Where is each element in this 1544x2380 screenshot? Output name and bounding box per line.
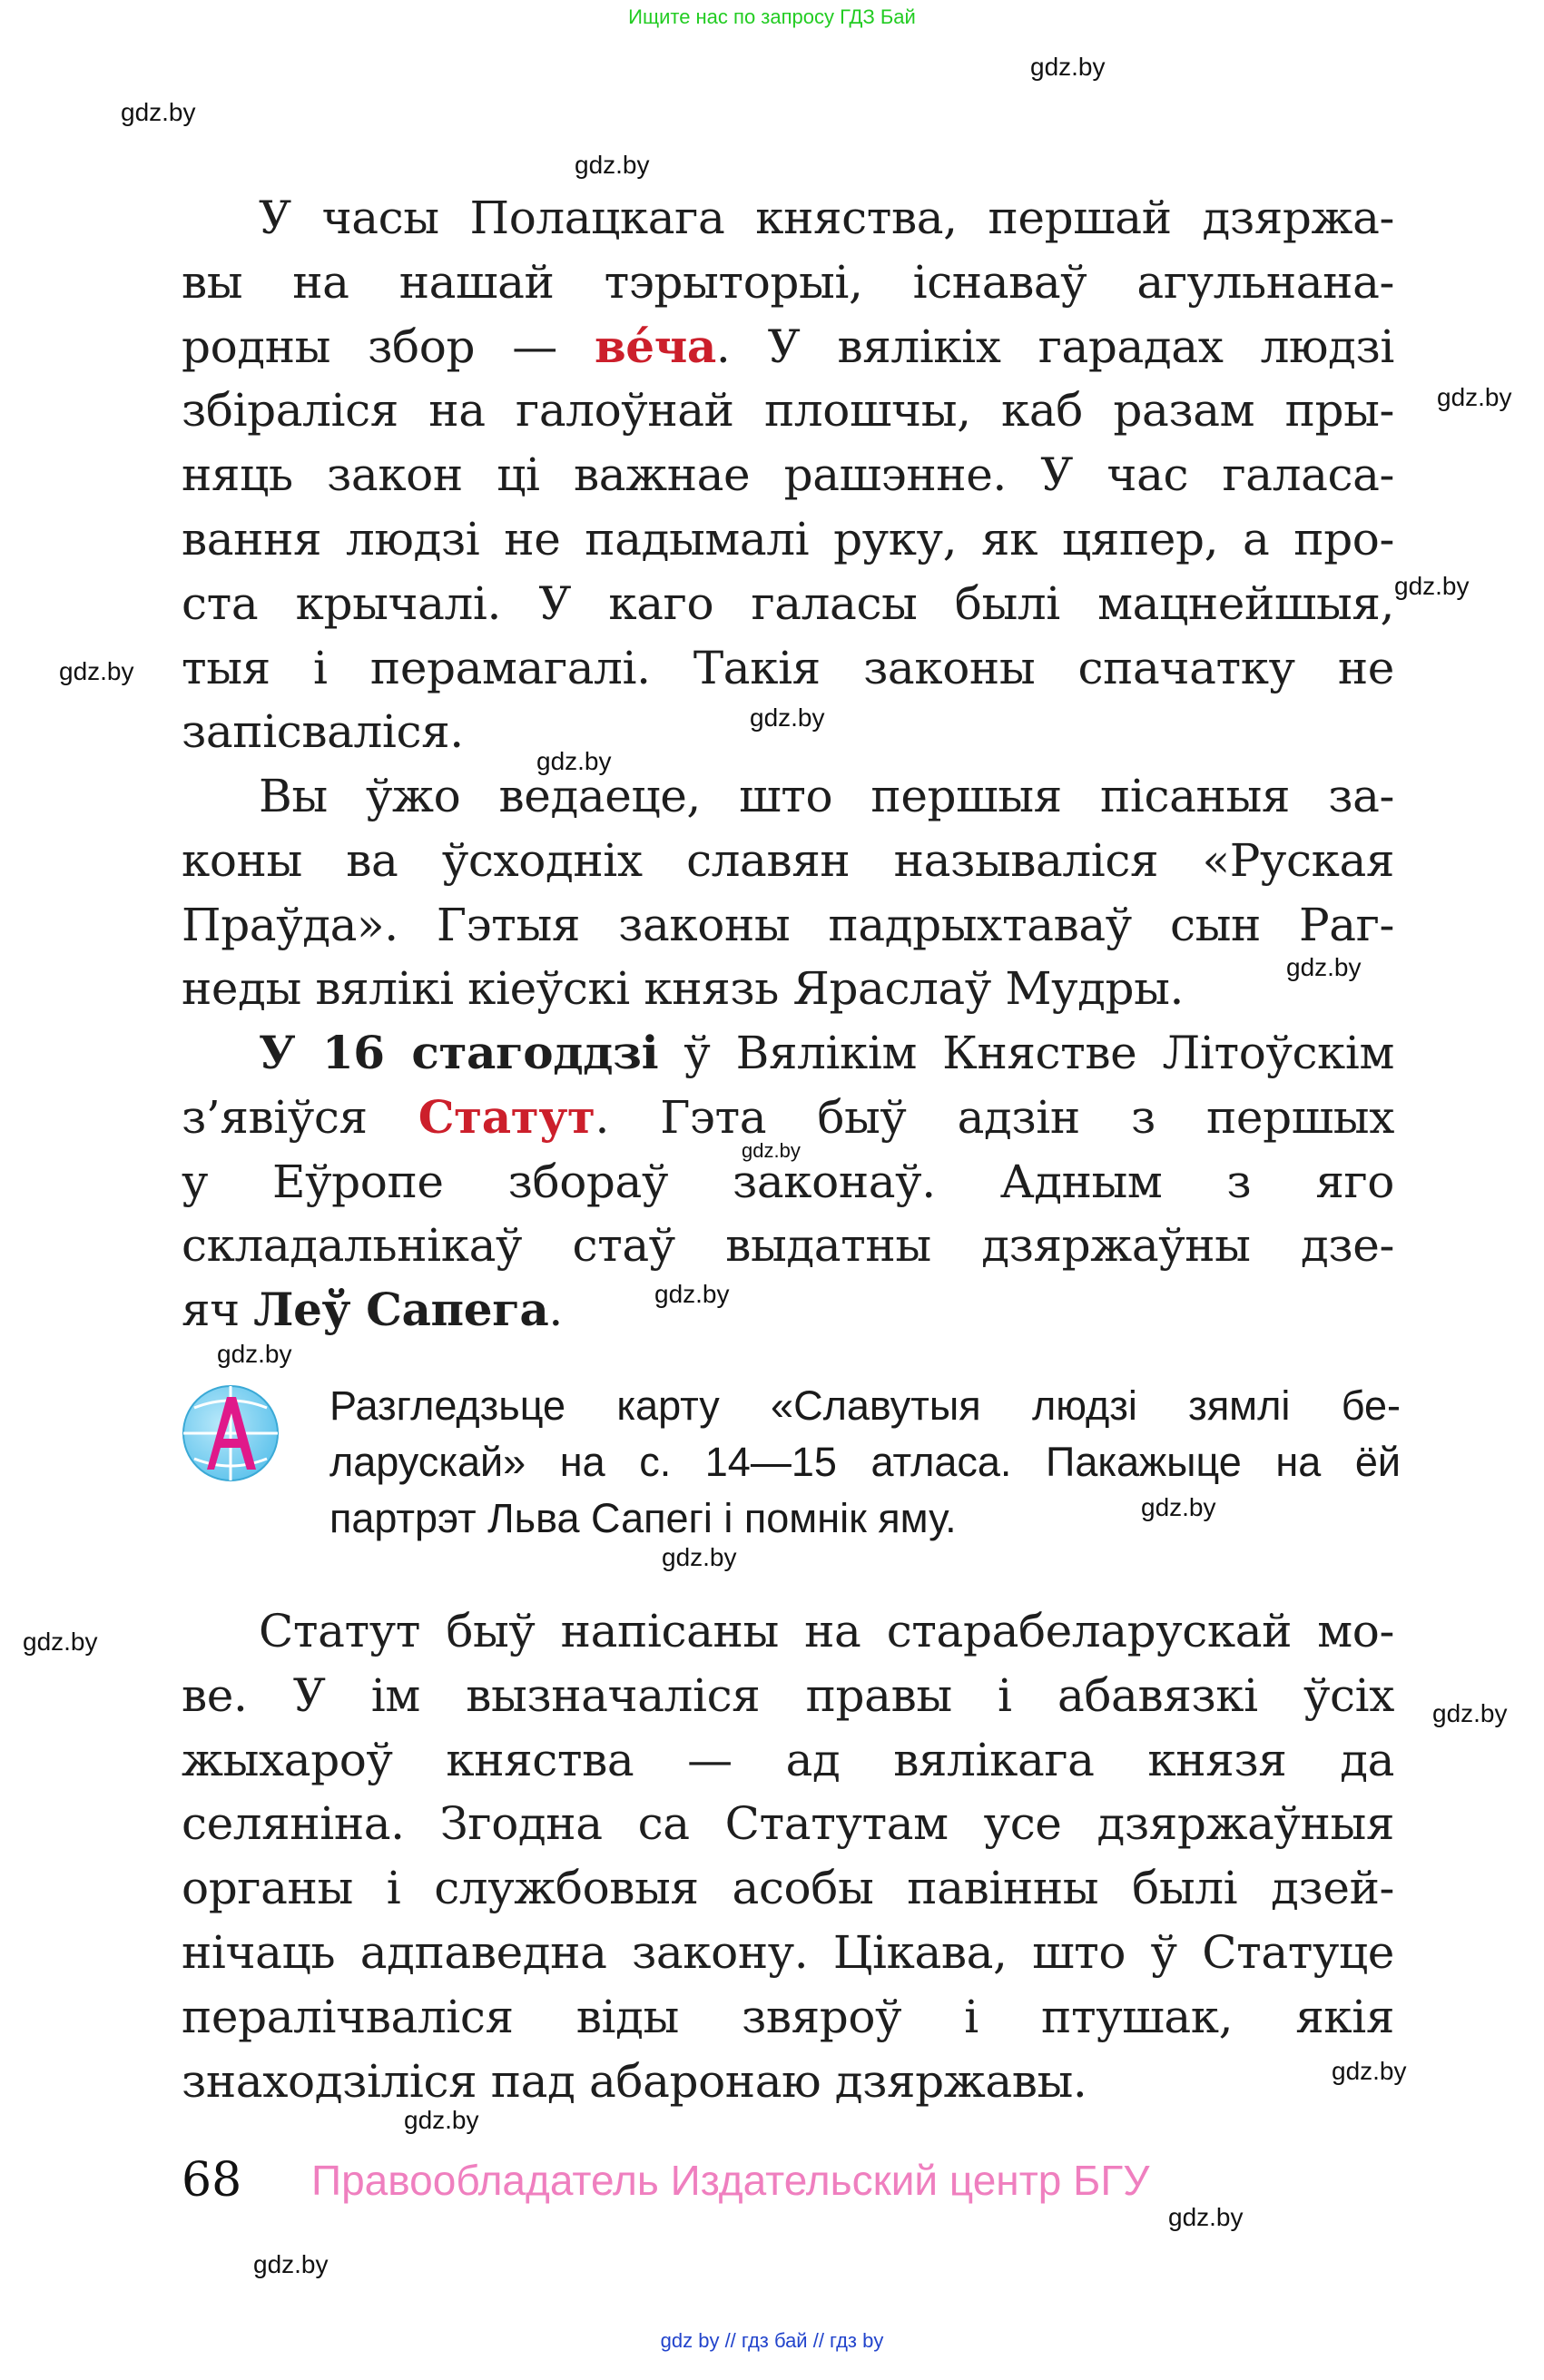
watermark: gdz.by: [654, 1280, 730, 1308]
text-line: няць закон ці важнае рашэнне. У час галаса-: [182, 448, 1394, 502]
text-line: ларускай» на с. 14—15 атласа. Пакажыце на ёй: [329, 1439, 1401, 1485]
text-fragment: . У вялікіх гарадах людзі: [715, 320, 1394, 373]
text-fragment: .: [548, 1283, 563, 1337]
paragraph-veche: [182, 186, 1394, 764]
watermark: gdz.by: [1030, 53, 1106, 81]
watermark: gdz.by: [1394, 572, 1470, 600]
text-line: у Еўропе збораў законаў. Адным з яго: [182, 1155, 1394, 1208]
watermark: gdz.by: [404, 2106, 479, 2134]
copyright-holder: Правообладатель Издательский центр БГУ: [311, 2157, 1150, 2204]
text-line: партрэт Льва Сапегі і помнік яму.: [329, 1495, 957, 1541]
paragraph-statute-content: [182, 1599, 1394, 2113]
text-line: [182, 1086, 1394, 1150]
watermark: gdz.by: [536, 747, 612, 775]
date-16th-century: У 16 стагоддзі: [259, 1026, 659, 1079]
text-line: [182, 1278, 1394, 1342]
text-fragment: з’явіўся: [182, 1090, 418, 1144]
watermark: gdz.by: [662, 1543, 737, 1571]
watermark: gdz.by: [742, 1139, 801, 1162]
text-line: збіраліся на галоўнай плошчы, каб разам пры-: [182, 384, 1394, 438]
text-line: запісваліся.: [182, 705, 464, 759]
watermark: gdz.by: [121, 98, 196, 126]
text-line: пералічваліся віды звяроў і птушак, якія: [182, 1990, 1394, 2043]
watermark: gdz.by: [1437, 383, 1512, 411]
text-line: коны ва ўсходніх славян называліся «Руская: [182, 833, 1394, 887]
text-fragment: яч: [182, 1283, 254, 1337]
text-line: складальнікаў стаў выдатны дзяржаўны дзе-: [182, 1219, 1394, 1273]
search-banner: Ищите нас по запросу ГДЗ Бай: [628, 5, 916, 28]
text-line: Вы ўжо ведаеце, што першыя пісаныя за-: [259, 770, 1394, 822]
watermark: gdz.by: [1286, 953, 1362, 981]
name-lev-sapega: Леў Сапега: [253, 1283, 549, 1337]
atlas-icon: [180, 1382, 281, 1484]
text-fragment: родны збор —: [182, 320, 595, 373]
text-line: Статут быў напісаны на старабеларускай мо-: [259, 1605, 1394, 1657]
text-line: жыхароў княства — ад вялікага князя да: [182, 1733, 1394, 1786]
text-line: вы на нашай тэрыторыі, існаваў агульнана-: [182, 255, 1394, 309]
text-line: У часы Полацкага княства, першай дзяржа-: [259, 192, 1394, 244]
paragraph-ruskaya-pravda: [182, 764, 1394, 1021]
watermark: gdz.by: [1141, 1493, 1216, 1521]
term-statut: Статут: [418, 1089, 595, 1144]
text-line: ве. У ім вызначаліся правы і абавязкі ўсіх: [182, 1668, 1394, 1722]
watermark: gdz.by: [23, 1628, 98, 1656]
text-fragment: . Гэта быў адзін з першых: [595, 1090, 1394, 1144]
watermark: gdz.by: [1332, 2057, 1407, 2085]
text-line: [182, 315, 1394, 379]
text-line: ста крычалі. У каго галасы былі мацнейшыя,: [182, 576, 1394, 630]
watermark: gdz.by: [59, 657, 134, 685]
watermark: gdz.by: [1432, 1699, 1508, 1727]
text-line: тыя і перамагалі. Такія законы спачатку не: [182, 641, 1394, 694]
text-line: вання людзі не падымалі руку, як цяпер, а про-: [182, 512, 1394, 565]
text-line: неды вялікі кіеўскі князь Яраслаў Мудры.: [182, 962, 1185, 1016]
term-veche: ве́ча: [594, 319, 716, 373]
site-links[interactable]: gdz by // гдз бай // гдз by: [660, 2329, 884, 2352]
atlas-task: [180, 1378, 1401, 1559]
watermark: gdz.by: [575, 151, 650, 179]
text-fragment: ў Вялікім Княстве Літоўскім: [658, 1027, 1394, 1079]
watermark: gdz.by: [253, 2250, 329, 2278]
watermark: gdz.by: [1168, 2203, 1244, 2231]
page-number: 68: [182, 2153, 242, 2208]
text-line: Праўда». Гэтыя законы падрыхтаваў сын Раг-: [182, 898, 1394, 951]
task-text: [329, 1378, 1401, 1547]
text-line: селяніна. Згодна са Статутам усе дзяржаўныя: [182, 1797, 1394, 1851]
paragraph-statute: [182, 1021, 1394, 1342]
watermark: gdz.by: [750, 703, 825, 732]
text-line: [182, 1021, 1394, 1086]
text-line: нічаць адпаведна закону. Цікава, што ў Статуце: [182, 1925, 1394, 1979]
text-line: органы і службовыя асобы павінны былі дзей-: [182, 1862, 1394, 1915]
text-line: Разгледзьце карту «Славутыя людзі зямлі бе-: [329, 1382, 1401, 1429]
watermark: gdz.by: [217, 1340, 292, 1368]
text-line: знаходзіліся пад абаронаю дзяржавы.: [182, 2054, 1087, 2108]
